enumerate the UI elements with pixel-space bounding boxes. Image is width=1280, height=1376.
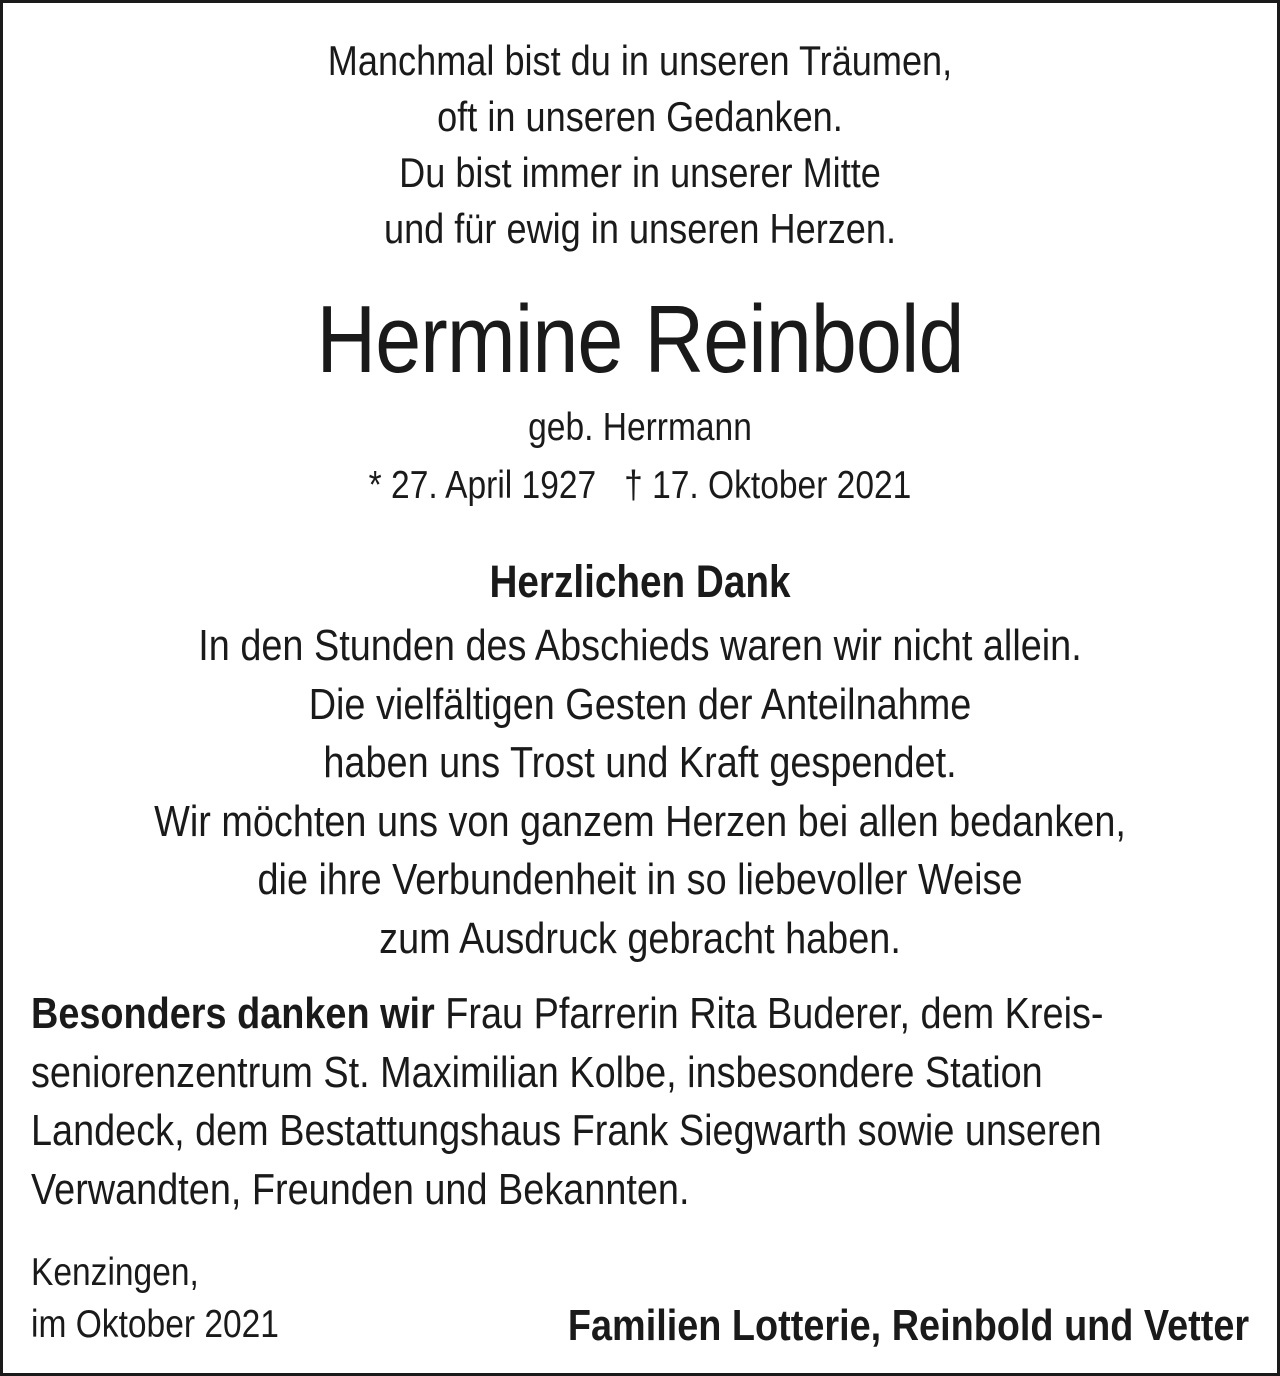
family-signature: Familien Lotterie, Reinbold und Vetter <box>567 1301 1249 1350</box>
special-thanks-text: Frau Pfarrerin Rita Buderer, dem Kreis- <box>434 989 1104 1038</box>
special-thanks-line: Landeck, dem Bestattungshaus Frank Siegwarth sowie unseren <box>31 1106 1102 1155</box>
poem-line: und für ewig in unseren Herzen. <box>384 205 896 252</box>
special-thanks-line: seniorenzentrum St. Maximilian Kolbe, insbesondere Station <box>31 1047 1043 1097</box>
thanks-line: zum Ausdruck gebracht haben. <box>379 913 901 963</box>
deceased-name: Hermine Reinbold <box>316 286 964 393</box>
thanks-line: In den Stunden des Abschieds waren wir nicht allein. <box>198 621 1082 670</box>
date: im Oktober 2021 <box>31 1303 279 1346</box>
thanks-line: die ihre Verbundenheit in so liebevoller Weise <box>257 855 1023 904</box>
poem <box>3 33 1277 257</box>
special-thanks <box>31 985 1218 1219</box>
birth-name: geb. Herrmann <box>528 406 752 449</box>
poem-line: oft in unseren Gedanken. <box>437 93 843 140</box>
special-thanks-line: Verwandten, Freunden und Bekannten. <box>31 1164 690 1214</box>
thanks-line: Wir möchten uns von ganzem Herzen bei allen bedanken, <box>154 796 1126 846</box>
poem-line: Manchmal bist du in unseren Träumen, <box>327 37 953 84</box>
thanks-line: Die vielfältigen Gesten der Anteilnahme <box>308 679 972 729</box>
death-date: † 17. Oktober 2021 <box>624 464 912 507</box>
thanks-text <box>3 617 1277 968</box>
place: Kenzingen, <box>31 1251 199 1294</box>
life-dates <box>92 461 1188 511</box>
birth-date: * 27. April 1927 <box>368 464 597 507</box>
place-and-date <box>31 1247 279 1351</box>
thanks-line: haben uns Trost und Kraft gespendet. <box>323 738 957 787</box>
special-thanks-line <box>31 985 1218 1044</box>
thanks-heading: Herzlichen Dank <box>489 556 791 607</box>
poem-line: Du bist immer in unserer Mitte <box>399 149 881 196</box>
special-thanks-lead: Besonders danken wir <box>31 989 435 1038</box>
